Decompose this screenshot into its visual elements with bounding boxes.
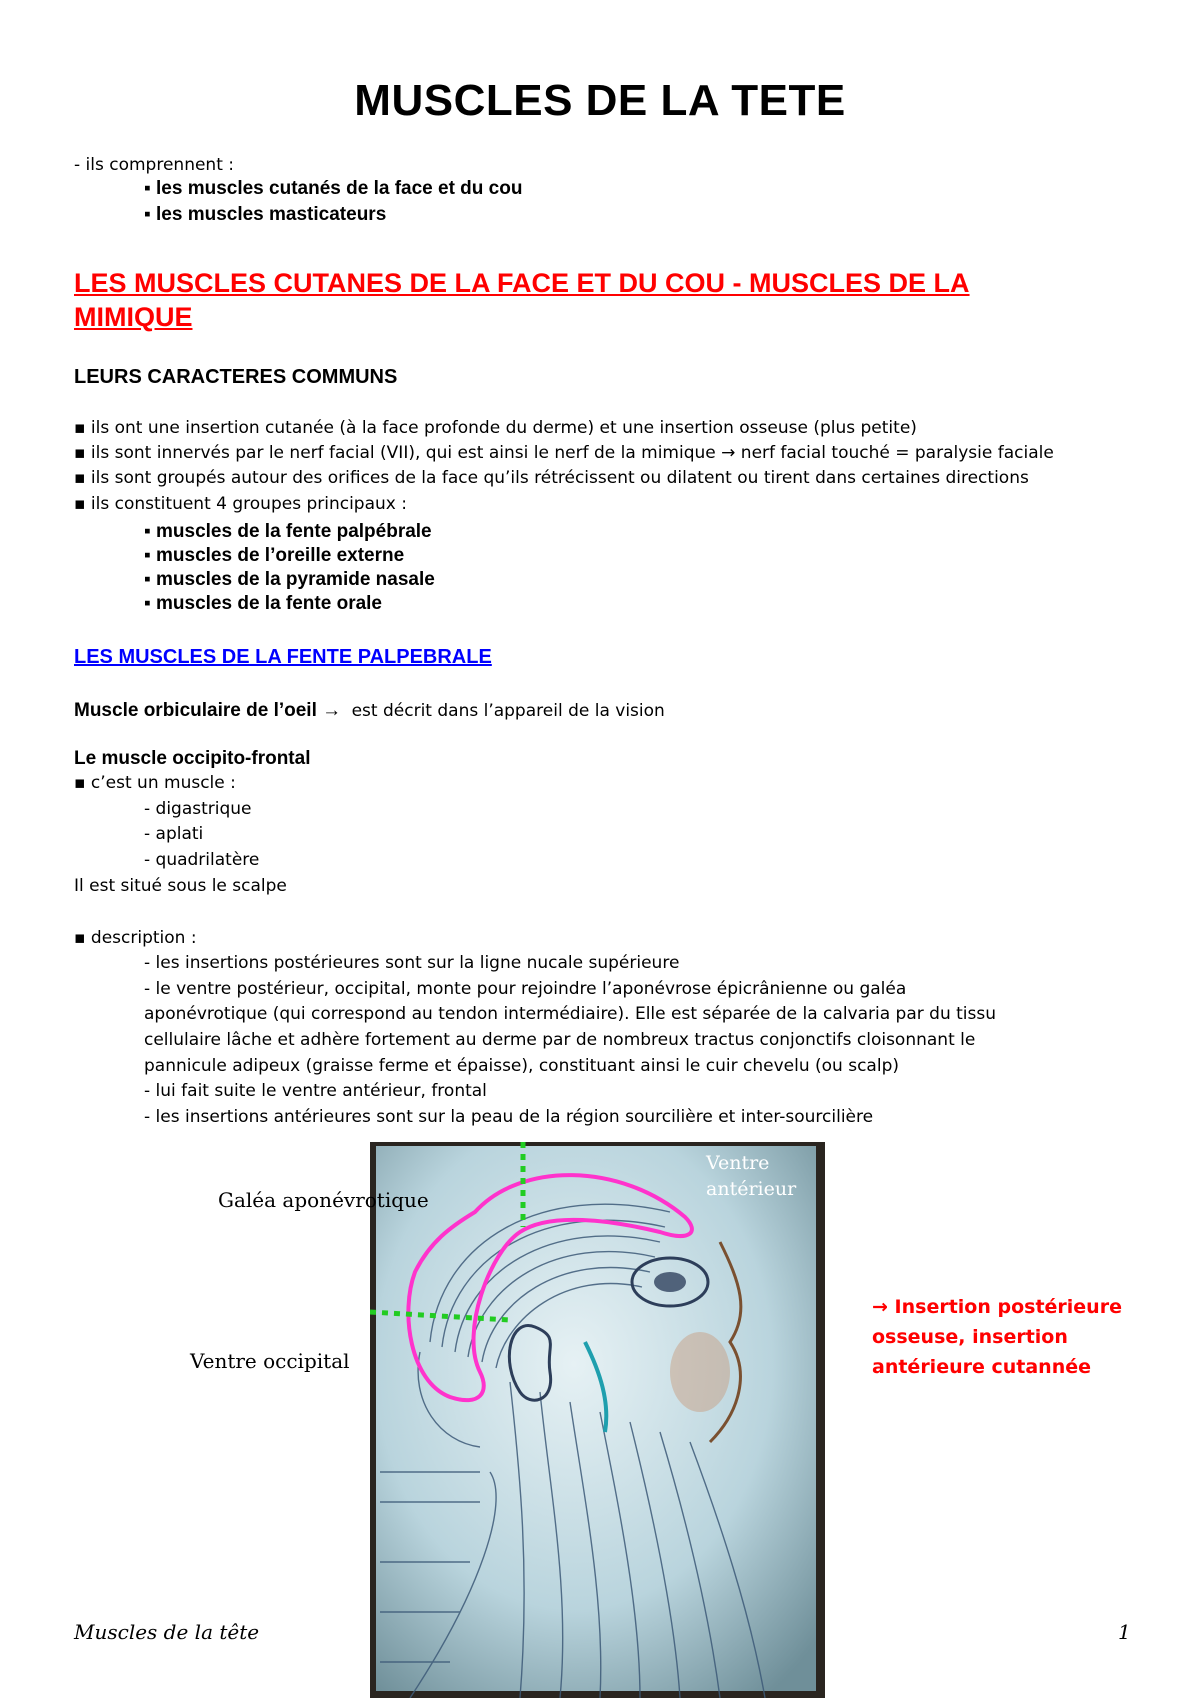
group-item: ▪ muscles de l’oreille externe: [144, 545, 405, 566]
description-line: - les insertions antérieures sont sur la peau de la région sourcilière et inter-sourcilière: [144, 1107, 874, 1127]
label-ventre-occipital: Ventre occipital: [190, 1349, 350, 1373]
description-line: - les insertions postérieures sont sur la ligne nucale supérieure: [144, 953, 680, 973]
insertion-note-line: antérieure cutannée: [872, 1356, 1092, 1378]
occipito-heading: Le muscle occipito-frontal: [74, 748, 311, 769]
eye-pupil: [654, 1272, 686, 1292]
orbicular-line: [74, 700, 665, 722]
occipito-item: - digastrique: [144, 799, 252, 819]
occipito-item: - aplati: [144, 824, 204, 844]
anatomy-figure: [370, 1142, 825, 1698]
intro-line: - ils comprennent :: [74, 155, 234, 175]
description-line: - le ventre postérieur, occipital, monte pour rejoindre l’aponévrose épicrânienne ou galéa: [144, 979, 907, 999]
orbicular-text: est décrit dans l’appareil de la vision: [351, 701, 665, 721]
common-point: ▪ ils sont innervés par le nerf facial (VII), qui est ainsi le nerf de la mimique → nerf facial touché = paralysie faciale: [74, 443, 1054, 463]
common-point: ▪ ils ont une insertion cutanée (à la face profonde du derme) et une insertion osseuse (plus petite): [74, 418, 917, 438]
insertion-note-line: osseuse, insertion: [872, 1326, 1068, 1348]
description-line: aponévrotique (qui correspond au tendon intermédiaire). Elle est séparée de la calvaria par du tissu: [144, 1004, 997, 1024]
group-item: ▪ muscles de la fente palpébrale: [144, 521, 432, 542]
occipito-item: - quadrilatère: [144, 850, 260, 870]
group-item: ▪ muscles de la fente orale: [144, 593, 383, 614]
label-galea: Galéa aponévrotique: [218, 1188, 429, 1212]
photo-paper: [376, 1146, 816, 1691]
anatomy-illustration: [370, 1142, 825, 1698]
occipito-location: Il est situé sous le scalpe: [74, 876, 287, 896]
description-line: cellulaire lâche et adhère fortement au derme par de nombreux tractus conjonctifs cloisonnant le: [144, 1030, 976, 1050]
group-item: ▪ muscles de la pyramide nasale: [144, 569, 435, 590]
main-heading-line1: LES MUSCLES CUTANES DE LA FACE ET DU COU - MUSCLES DE LA: [74, 268, 970, 298]
occipito-intro: ▪ c’est un muscle :: [74, 773, 236, 793]
palpebral-heading: LES MUSCLES DE LA FENTE PALPEBRALE: [74, 646, 492, 668]
description-label: ▪ description :: [74, 928, 197, 948]
common-point: ▪ ils constituent 4 groupes principaux :: [74, 494, 407, 514]
common-point: ▪ ils sont groupés autour des orifices de la face qu’ils rétrécissent ou dilatent ou tirent dans certaines directions: [74, 468, 1029, 488]
label-ventre-anterieur-1: Ventre: [706, 1152, 770, 1174]
intro-item: ▪ les muscles cutanés de la face et du cou: [144, 178, 523, 199]
common-heading: LEURS CARACTERES COMMUNS: [74, 366, 398, 388]
footer-title: Muscles de la tête: [74, 1620, 260, 1644]
label-ventre-anterieur-2: antérieur: [706, 1178, 797, 1200]
page-number: 1: [1118, 1620, 1131, 1644]
orbicular-label: Muscle orbiculaire de l’oeil →: [74, 700, 342, 721]
main-heading-line2: MIMIQUE: [74, 302, 193, 332]
page-title: MUSCLES DE LA TETE: [354, 76, 846, 125]
insertion-note-line: → Insertion postérieure: [872, 1296, 1122, 1318]
mouth-muscle: [670, 1332, 730, 1412]
description-line: - lui fait suite le ventre antérieur, frontal: [144, 1081, 487, 1101]
intro-item: ▪ les muscles masticateurs: [144, 204, 387, 225]
description-line: pannicule adipeux (graisse ferme et épaisse), constituant ainsi le cuir chevelu (ou scalp): [144, 1056, 899, 1076]
